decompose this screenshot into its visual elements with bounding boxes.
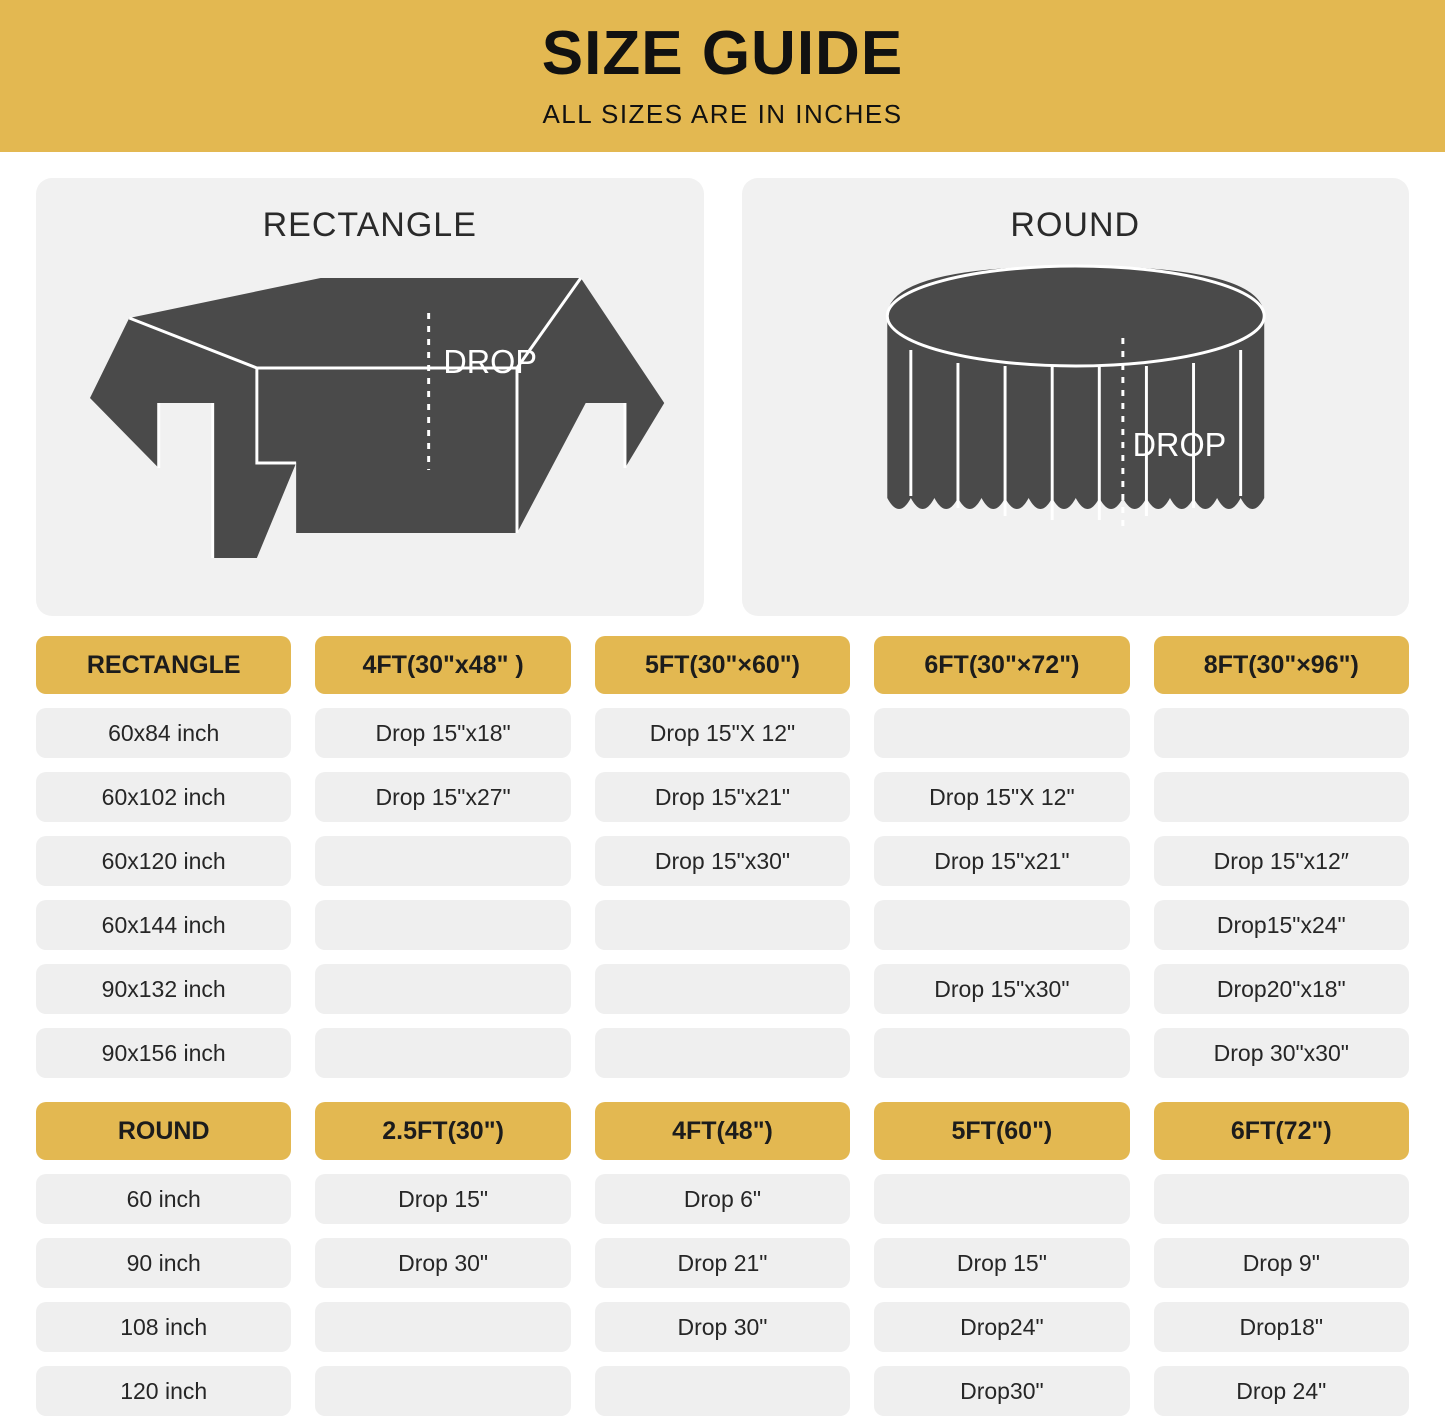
table-cell: Drop 15"x21" [874,836,1129,886]
page-header [0,0,1445,152]
page-title: SIZE GUIDE [541,18,904,88]
table-cell [1154,708,1409,758]
table-cell [595,964,850,1014]
table-cell: Drop30" [874,1366,1129,1416]
illustration-row [0,152,1445,616]
table-cell: Drop 30"x30" [1154,1028,1409,1078]
table-header-cell: RECTANGLE [36,636,291,694]
round-drop-label: DROP [1132,425,1226,464]
table-cell [595,1366,850,1416]
table-cell: Drop 15"x30" [874,964,1129,1014]
table-cell [1154,772,1409,822]
table-cell: Drop 15" [874,1238,1129,1288]
table-header-cell: 2.5FT(30") [315,1102,570,1160]
table-cell [315,1028,570,1078]
table-cell: 90 inch [36,1238,291,1288]
table-cell: Drop20"x18" [1154,964,1409,1014]
table-header-cell: 4FT(48") [595,1102,850,1160]
table-cell: Drop 15" [315,1174,570,1224]
table-cell: 60x102 inch [36,772,291,822]
table-cell [874,1174,1129,1224]
table-cell [315,900,570,950]
table-cell [874,1028,1129,1078]
table-cell [595,1028,850,1078]
table-cell [595,900,850,950]
table-cell: Drop15"x24" [1154,900,1409,950]
rectangle-size-table [36,636,1409,1078]
rectangle-illustration-card [36,178,704,616]
table-cell [1154,1174,1409,1224]
table-cell [315,964,570,1014]
table-cell: Drop 30" [315,1238,570,1288]
table-header-cell: ROUND [36,1102,291,1160]
table-cell: 90x156 inch [36,1028,291,1078]
table-cell: Drop 9" [1154,1238,1409,1288]
table-cell: 60x120 inch [36,836,291,886]
rectangle-table-cloth-icon [36,178,704,616]
table-cell [315,1302,570,1352]
table-cell: Drop 15"x30" [595,836,850,886]
round-illustration-caption: ROUND [1010,206,1141,244]
rectangle-illustration-caption: RECTANGLE [262,206,477,244]
table-cell: Drop 15"x12″ [1154,836,1409,886]
table-cell [315,1366,570,1416]
table-cell: Drop 6" [595,1174,850,1224]
table-cell: 120 inch [36,1366,291,1416]
table-header-cell: 5FT(60") [874,1102,1129,1160]
round-illustration-card [742,178,1410,616]
round-size-table [36,1102,1409,1416]
table-spacer [36,1078,1409,1102]
table-cell: Drop 21" [595,1238,850,1288]
table-cell: Drop18" [1154,1302,1409,1352]
rectangle-drop-label: DROP [443,342,537,381]
table-header-cell: 8FT(30"×96") [1154,636,1409,694]
table-cell: Drop 15"X 12" [874,772,1129,822]
page-subtitle: ALL SIZES ARE IN INCHES [542,98,903,129]
table-cell: Drop24" [874,1302,1129,1352]
table-cell [874,900,1129,950]
table-cell: 108 inch [36,1302,291,1352]
table-cell: 60x144 inch [36,900,291,950]
table-cell [315,836,570,886]
table-cell: 60x84 inch [36,708,291,758]
table-cell: Drop 30" [595,1302,850,1352]
table-header-cell: 5FT(30"×60") [595,636,850,694]
table-header-cell: 6FT(72") [1154,1102,1409,1160]
table-cell: Drop 15"x21" [595,772,850,822]
table-cell: Drop 15"X 12" [595,708,850,758]
size-tables [0,616,1445,1426]
table-cell: 90x132 inch [36,964,291,1014]
round-table-cloth-icon [742,178,1410,616]
table-cell [874,708,1129,758]
table-cell: 60 inch [36,1174,291,1224]
table-cell: Drop 24" [1154,1366,1409,1416]
table-header-cell: 4FT(30"x48" ) [315,636,570,694]
table-header-cell: 6FT(30"×72") [874,636,1129,694]
table-cell: Drop 15"x27" [315,772,570,822]
table-cell: Drop 15"x18" [315,708,570,758]
